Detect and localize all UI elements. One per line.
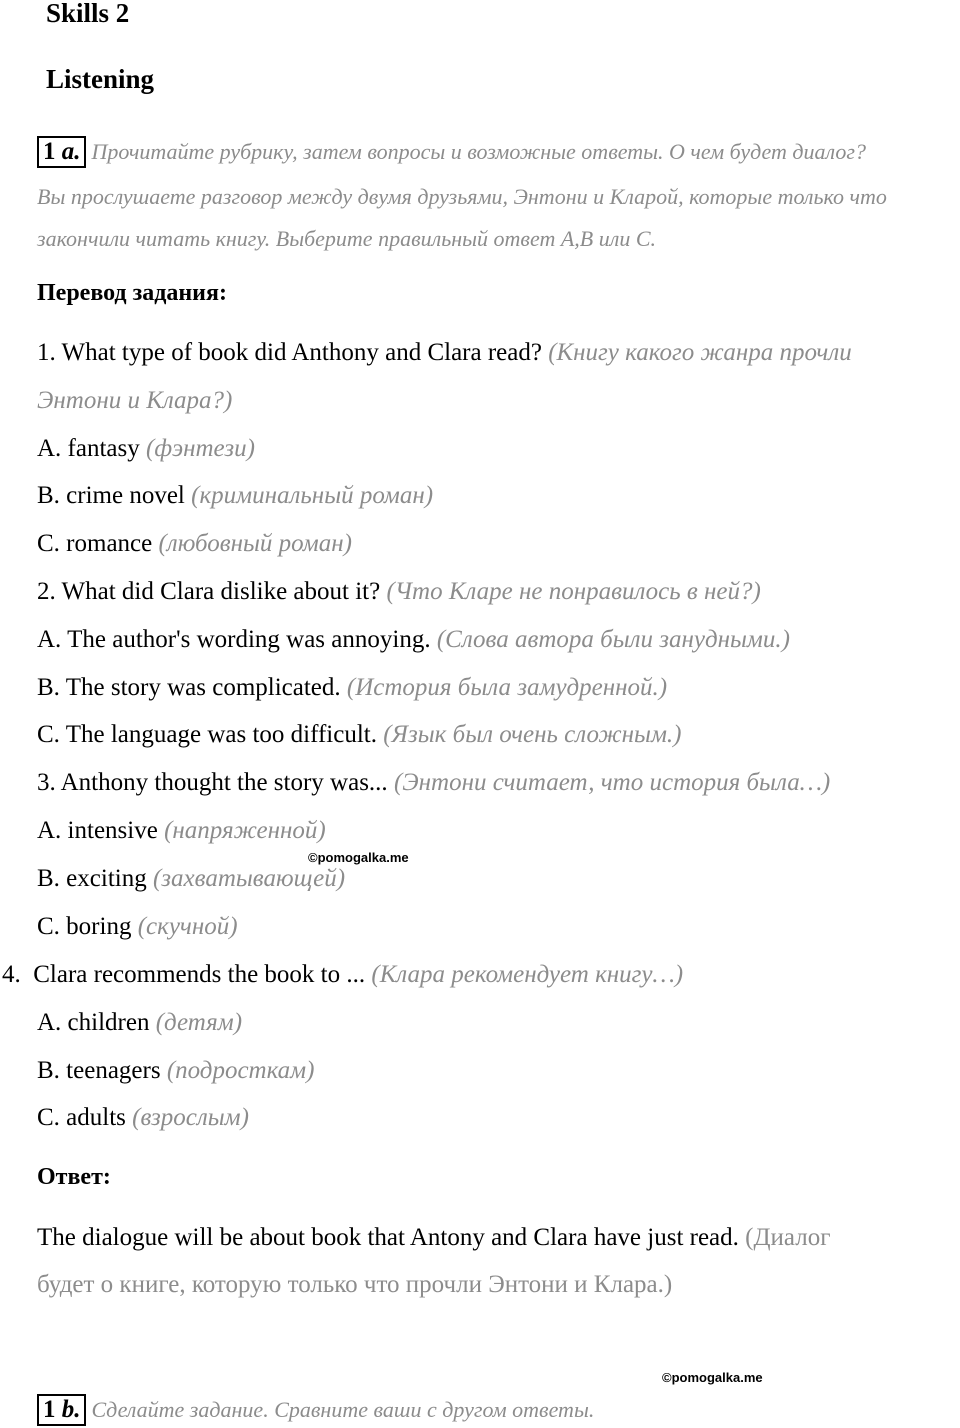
option-text: B. crime novel [37, 482, 185, 509]
task-1b-number-box [37, 1394, 86, 1426]
question-1-option-c [37, 530, 352, 558]
option-translation: (фэнтези) [146, 435, 255, 462]
option-translation: (любовный роман) [158, 530, 352, 557]
answer-line-2: будет о книге, которую только что прочли Энтони и Клара.) [37, 1271, 673, 1298]
option-text: B. teenagers [37, 1057, 161, 1084]
option-translation: (История была замудренной.) [346, 674, 668, 701]
option-text: B. exciting [37, 865, 147, 892]
task-1a-letter: a. [61, 138, 81, 165]
question-3-option-a [37, 817, 326, 845]
task-1a-instruction-line-3: закончили читать книгу. Выберите правильный ответ A,B или С. [37, 226, 656, 251]
question-2-ru: (Что Кларе не понравилось в ней?) [386, 578, 761, 605]
question-1-option-a [37, 435, 255, 463]
option-translation: (детям) [155, 1009, 243, 1036]
option-translation: (скучной) [137, 913, 238, 940]
task-1b-instruction: Сделайте задание. Сравните ваши с другом ответы. [91, 1397, 595, 1422]
answer-line-1 [37, 1224, 830, 1252]
question-2 [37, 578, 761, 606]
question-1-ru-cont: Энтони и Клара?) [37, 387, 233, 414]
page-title: Skills 2 [46, 0, 130, 28]
question-4-option-a [37, 1009, 242, 1037]
translation-heading: Перевод задания: [37, 280, 227, 306]
task-1b-letter: b. [61, 1396, 81, 1423]
task-1a-header [37, 136, 866, 168]
option-translation: (Язык был очень сложным.) [383, 721, 682, 748]
watermark: ©pomogalka.me [308, 850, 409, 865]
option-translation: (подросткам) [166, 1057, 315, 1084]
question-4-ru: (Клара рекомендует книгу…) [371, 961, 684, 988]
question-1-option-b [37, 482, 433, 510]
question-4-option-b [37, 1057, 314, 1085]
task-1a-instruction-line-2: Вы прослушаете разговор между двумя друзьями, Энтони и Кларой, которые только что [37, 184, 887, 209]
option-translation: (Слова автора были занудными.) [436, 626, 790, 653]
question-4-en: Clara recommends the book to ... [33, 961, 366, 988]
watermark-bottom: ©pomogalka.me [662, 1370, 763, 1385]
answer-heading: Ответ: [37, 1164, 111, 1190]
question-2-en: 2. What did Clara dislike about it? [37, 578, 381, 605]
question-3 [37, 769, 830, 797]
option-text: C. adults [37, 1104, 126, 1131]
question-1-en: 1. What type of book did Anthony and Clara read? [37, 339, 542, 366]
question-3-en: 3. Anthony thought the story was... [37, 769, 388, 796]
question-2-option-a [37, 626, 790, 654]
question-4-number: 4. [2, 961, 21, 988]
task-1b-number: 1 [43, 1396, 56, 1423]
answer-en: The dialogue will be about book that Antony and Clara have just read. [37, 1224, 739, 1251]
option-translation: (взрослым) [132, 1104, 249, 1131]
question-3-ru: (Энтони считает, что история была…) [393, 769, 831, 796]
task-1a-instruction-line-1: Прочитайте рубрику, затем вопросы и возможные ответы. О чем будет диалог? [91, 139, 866, 164]
option-translation: (напряженной) [164, 817, 326, 844]
option-text: C. The language was too difficult. [37, 721, 377, 748]
question-2-option-b [37, 674, 667, 702]
task-1a-number: 1 [43, 138, 56, 165]
option-translation: (криминальный роман) [191, 482, 434, 509]
option-text: A. intensive [37, 817, 158, 844]
question-3-option-b [37, 865, 345, 893]
task-1b-header [37, 1394, 594, 1426]
question-1 [37, 339, 852, 367]
option-text: C. romance [37, 530, 153, 557]
question-1-ru: (Книгу какого жанра прочли [548, 339, 852, 366]
option-text: A. fantasy [37, 435, 140, 462]
option-text: A. The author's wording was annoying. [37, 626, 431, 653]
option-text: B. The story was complicated. [37, 674, 341, 701]
task-1a-number-box [37, 136, 86, 168]
question-2-option-c [37, 721, 681, 749]
section-heading: Listening [46, 64, 155, 94]
answer-ru-start: (Диалог [745, 1224, 831, 1251]
option-text: C. boring [37, 913, 132, 940]
question-3-option-c [37, 913, 238, 941]
option-translation: (захватывающей) [152, 865, 346, 892]
question-4 [2, 961, 683, 989]
option-text: A. children [37, 1009, 150, 1036]
question-4-option-c [37, 1104, 249, 1132]
